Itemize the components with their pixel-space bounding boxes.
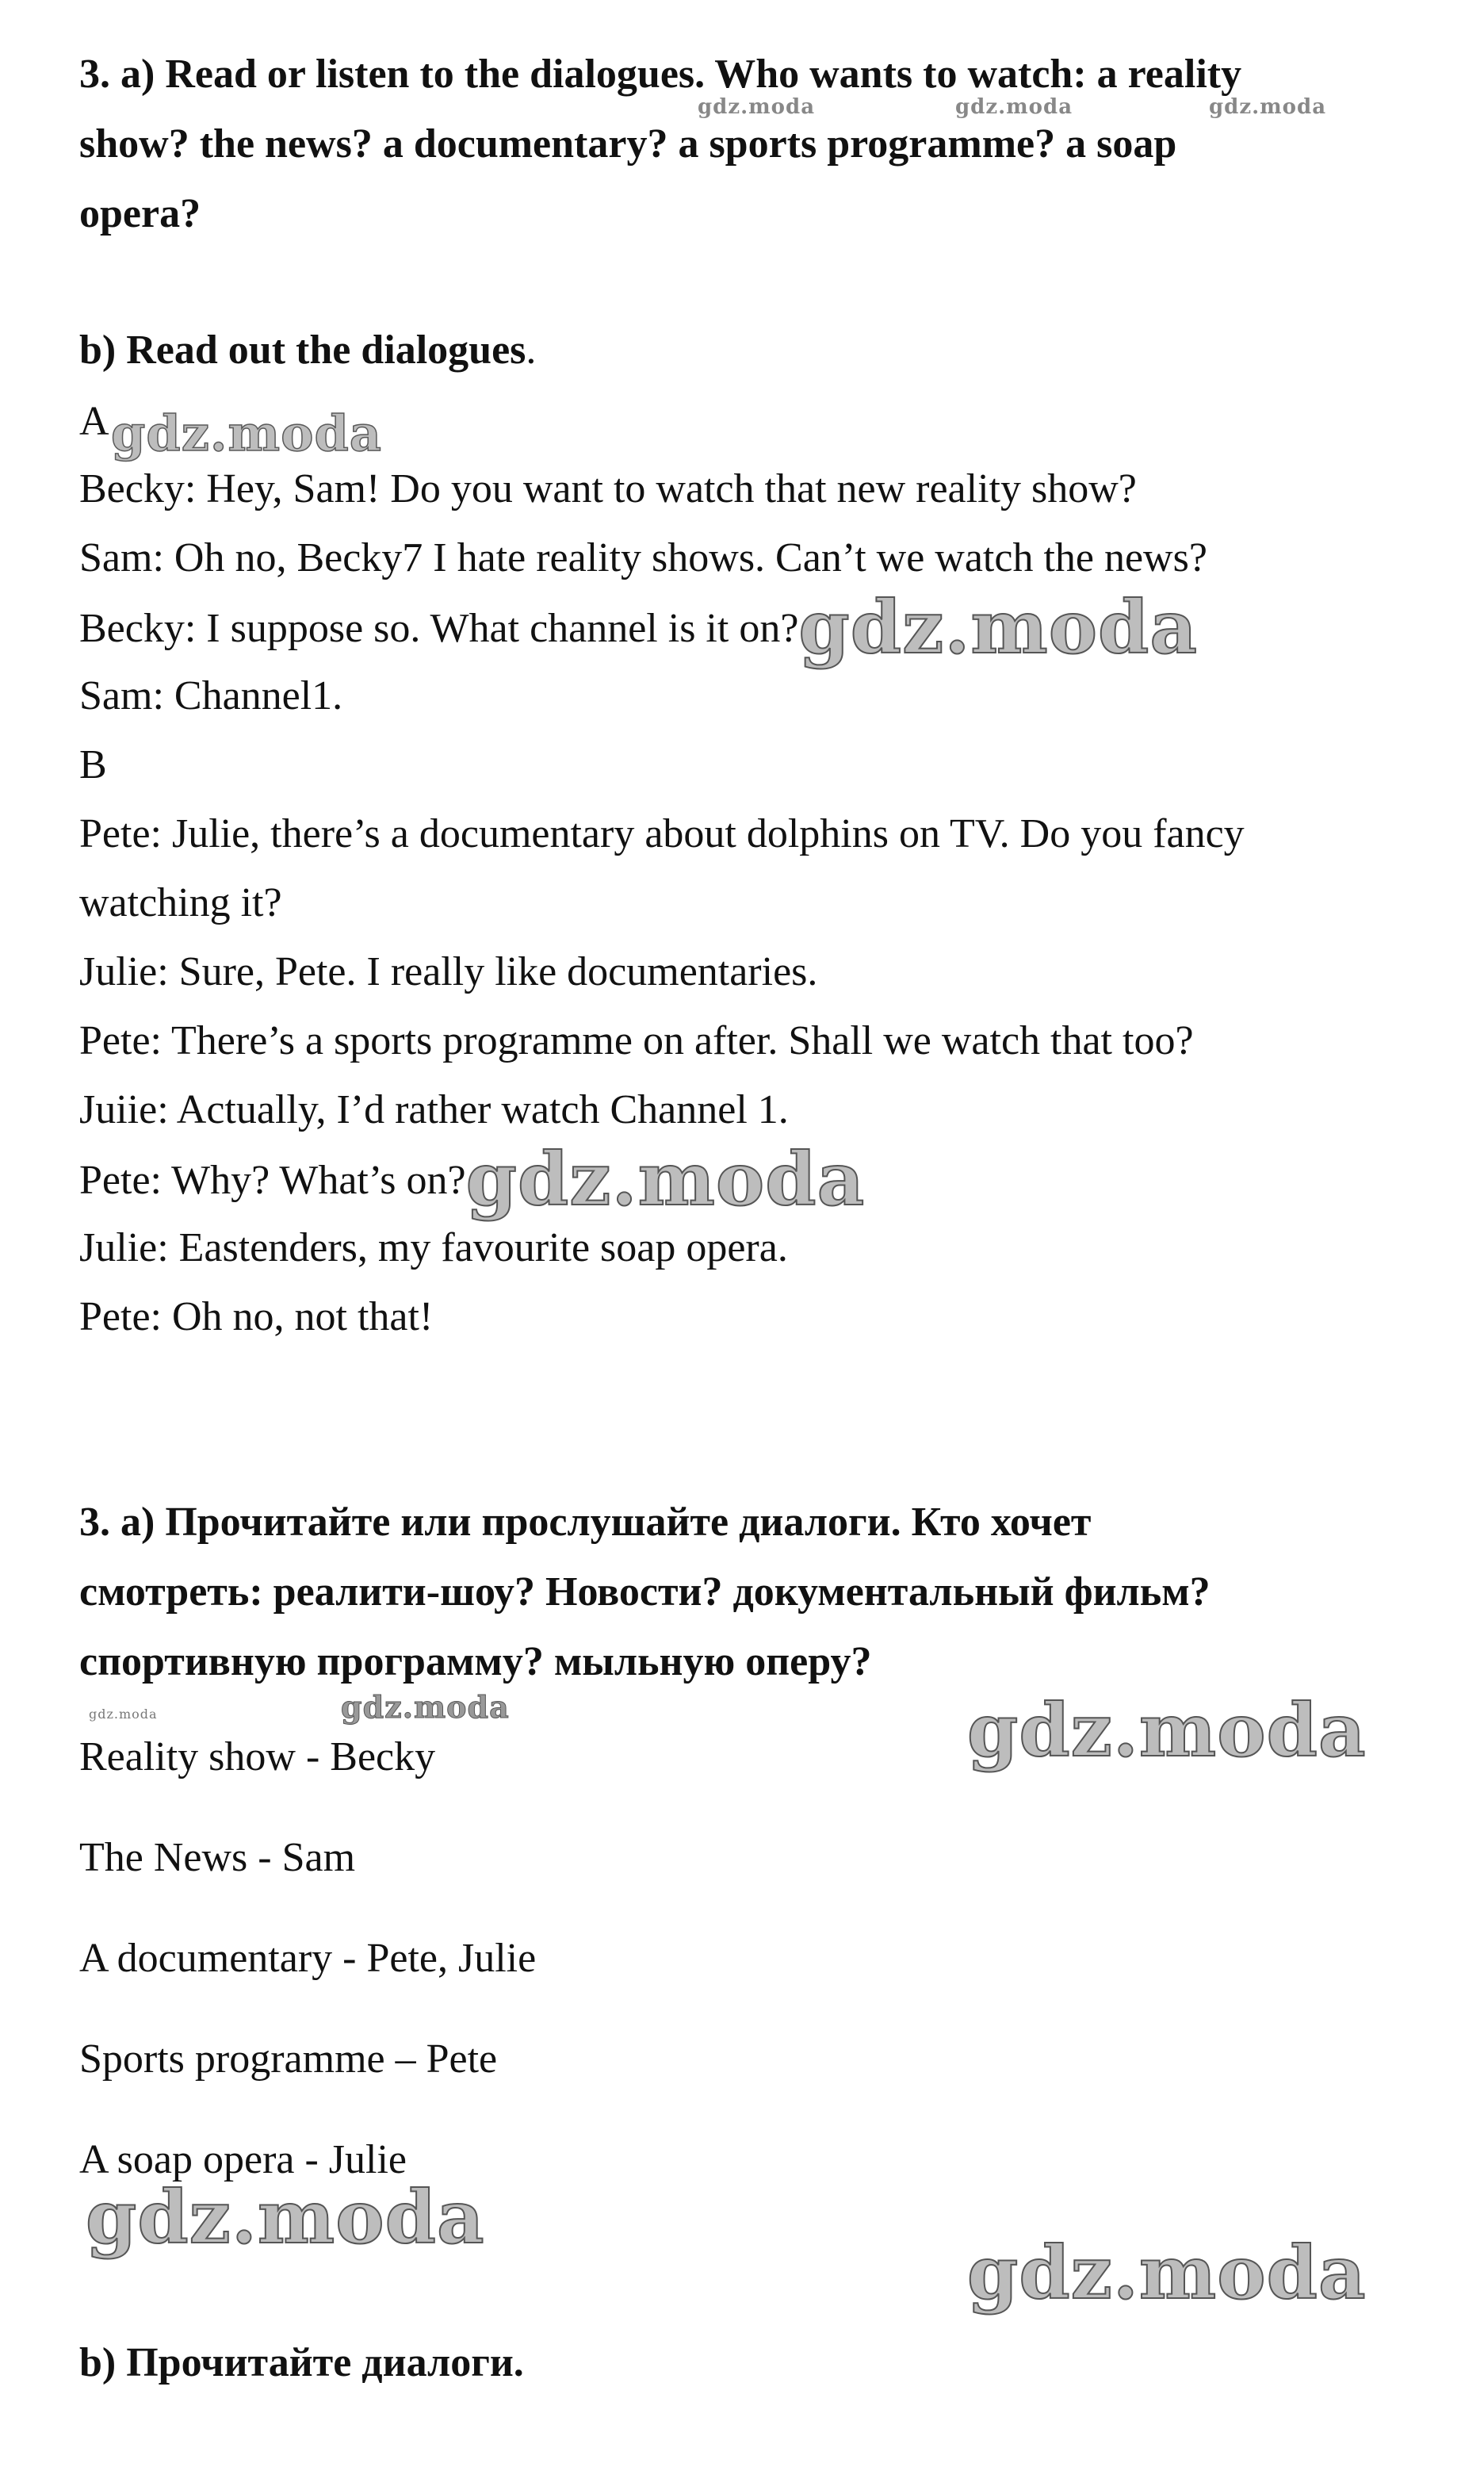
watermark-inline-2: gdz.moda [465, 1136, 866, 1222]
task-b-label: b) Read out the dialogues [79, 328, 526, 373]
task-a-heading-line-3: opera? [79, 191, 201, 236]
dialogue-b-letter: B [79, 742, 107, 787]
ru-task-b-heading: b) Прочитайте диалоги. [79, 2340, 524, 2385]
answer-1: Reality show - Becky [79, 1734, 436, 1779]
dialogue-a-line-2: Sam: Oh no, Becky7 I hate reality shows. Can’t we watch the news? [79, 535, 1207, 580]
ru-task-a-heading-line-3: спортивную программу? мыльную оперу? [79, 1639, 872, 1684]
watermark-small-1: gdz.moda [698, 95, 816, 119]
dialogue-a-line-4: Sam: Channel1. [79, 673, 343, 718]
dialogue-b-line-6 [79, 1136, 866, 1222]
watermark-large-2: gdz.moda [86, 2174, 485, 2260]
dialogue-b-line-2: watching it? [79, 880, 282, 925]
task-a-heading-line-2: show? the news? a documentary? a sports programme? a soap [79, 121, 1177, 167]
watermark-large-1: gdz.moda [967, 1687, 1367, 1773]
dialogue-b-line-7: Julie: Eastenders, my favourite soap opera. [79, 1225, 788, 1270]
dialogue-a-line-3-text: Becky: I suppose so. What channel is it on? [79, 606, 799, 651]
watermark-a-letter: gdz.moda [111, 404, 382, 462]
answer-3: A documentary - Pete, Julie [79, 1936, 537, 1981]
task-b-period: . [526, 328, 537, 373]
answer-2: The News - Sam [79, 1835, 356, 1880]
dialogue-b-line-4: Pete: There’s a sports programme on after. Shall we watch that too? [79, 1018, 1194, 1063]
dialogue-a-letter-text: A [79, 399, 109, 444]
dialogue-a-letter [79, 396, 109, 447]
watermark-large-3: gdz.moda [967, 2230, 1367, 2316]
dialogue-b-line-3: Julie: Sure, Pete. I really like documentaries. [79, 949, 818, 994]
dialogue-b-line-5: Juiie: Actually, I’d rather watch Channel 1. [79, 1087, 789, 1132]
ru-task-a-heading-line-2: смотреть: реалити-шоу? Новости? документальный фильм? [79, 1569, 1211, 1615]
task-a-heading-line-1: 3. a) Read or listen to the dialogues. Who wants to watch: a reality [79, 52, 1242, 97]
watermark-tiny: gdz.moda [89, 1707, 158, 1722]
dialogue-b-line-8: Pete: Oh no, not that! [79, 1294, 434, 1339]
dialogue-a-line-1: Becky: Hey, Sam! Do you want to watch that new reality show? [79, 466, 1137, 511]
watermark-mid: gdz.moda [341, 1689, 510, 1725]
task-b-heading [79, 325, 536, 376]
watermark-small-3: gdz.moda [1209, 95, 1327, 119]
watermark-inline-1: gdz.moda [798, 584, 1198, 670]
watermark-small-2: gdz.moda [955, 95, 1073, 119]
dialogue-b-line-6-text: Pete: Why? What’s on? [79, 1158, 466, 1203]
ru-task-a-heading-line-1: 3. а) Прочитайте или прослушайте диалоги. Кто хочет [79, 1500, 1092, 1545]
answer-4: Sports programme – Pete [79, 2036, 498, 2082]
answer-5: A soap opera - Julie [79, 2137, 407, 2182]
dialogue-a-line-3 [79, 584, 1198, 670]
dialogue-b-line-1: Pete: Julie, there’s a documentary about dolphins on TV. Do you fancy [79, 811, 1245, 856]
